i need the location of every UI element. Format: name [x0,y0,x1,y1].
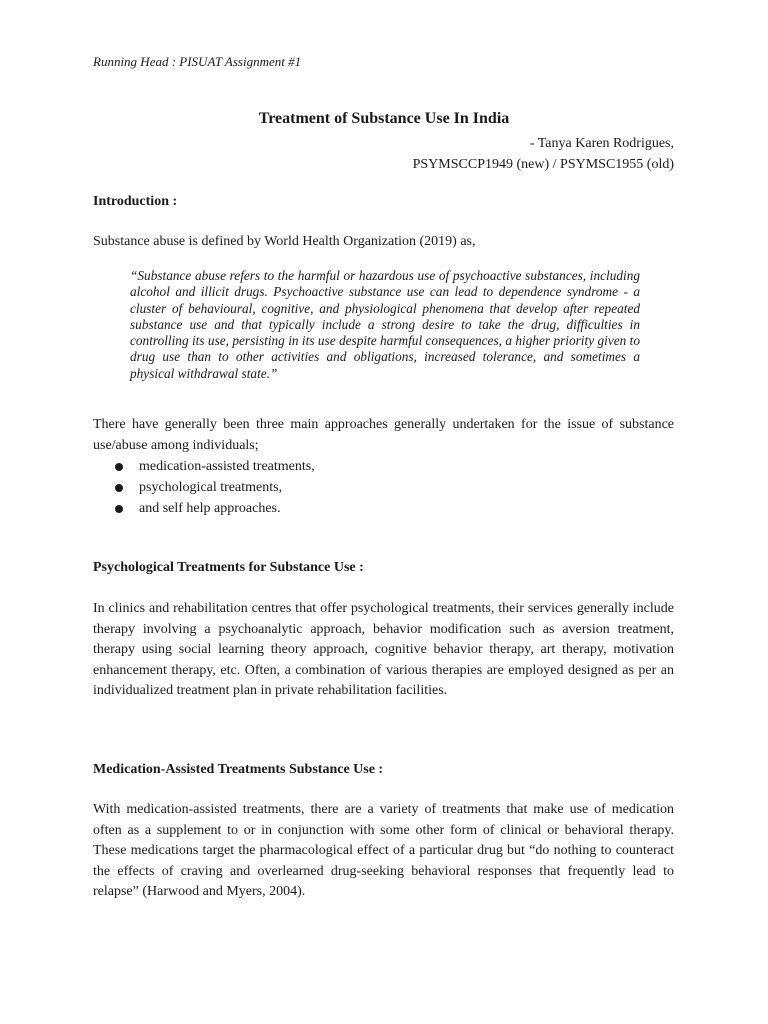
who-definition-quote: “Substance abuse refers to the harmful or hazardous use of psychoactive substances, including alcohol and illicit drugs. Psychoactive substance use can lead to dependence syndrome - a cluster of behavioural, cognitive, and physiological phenomena that develop after repeated substance use and that typically include a strong desire to take the drug, difficulties in controlling its use, persisting in its use despite harmful consequences, a higher priority given to drug use than to other activities and obligations, increased tolerance, and sometimes a physical withdrawal state.” [130,268,640,381]
list-item: psychological treatments, [93,477,315,498]
bullet-icon [115,484,123,492]
author-name: - Tanya Karen Rodrigues, [529,136,674,151]
author-ids: PSYMSCCP1949 (new) / PSYMSC1955 (old) [412,157,674,172]
medication-paragraph: With medication-assisted treatments, there are a variety of treatments that make use of medication often as a supplement to or in conjunction with some other form of clinical or behavioral therapy. These medications target the pharmacological effect of a particular drug but “do nothing to counteract the effects of craving and overlearned drug-seeking behavioral responses that frequently lead to relapse” (Harwood and Myers, 2004). [93,802,674,899]
medication-heading: Medication-Assisted Treatments Substance Use : [93,762,384,777]
bullet-icon [115,505,123,513]
introduction-heading: Introduction : [93,194,178,209]
list-item: medication-assisted treatments, [93,456,315,477]
running-head: Running Head : PISUAT Assignment #1 [93,54,302,69]
psychological-heading: Psychological Treatments for Substance Use : [93,560,364,575]
author-block [413,133,674,175]
list-item: and self help approaches. [93,498,315,519]
document-title: Treatment of Substance Use In India [258,110,510,127]
approaches-paragraph: There have generally been three main approaches generally undertaken for the issue of substance use/abuse among individuals; [93,417,674,453]
bullet-icon [115,463,123,471]
approaches-list [93,456,315,519]
introduction-lead: Substance abuse is defined by World Health Organization (2019) as, [93,234,476,249]
psychological-paragraph: In clinics and rehabilitation centres that offer psychological treatments, their services generally include therapy involving a psychoanalytic approach, behavior modification such as aversion treatment, therapy using social learning theory approach, cognitive behavior therapy, art therapy, motivation enhancement therapy, etc. Often, a combination of various therapies are employed designed as per an individualized treatment plan in private rehabilitation facilities. [93,601,674,698]
